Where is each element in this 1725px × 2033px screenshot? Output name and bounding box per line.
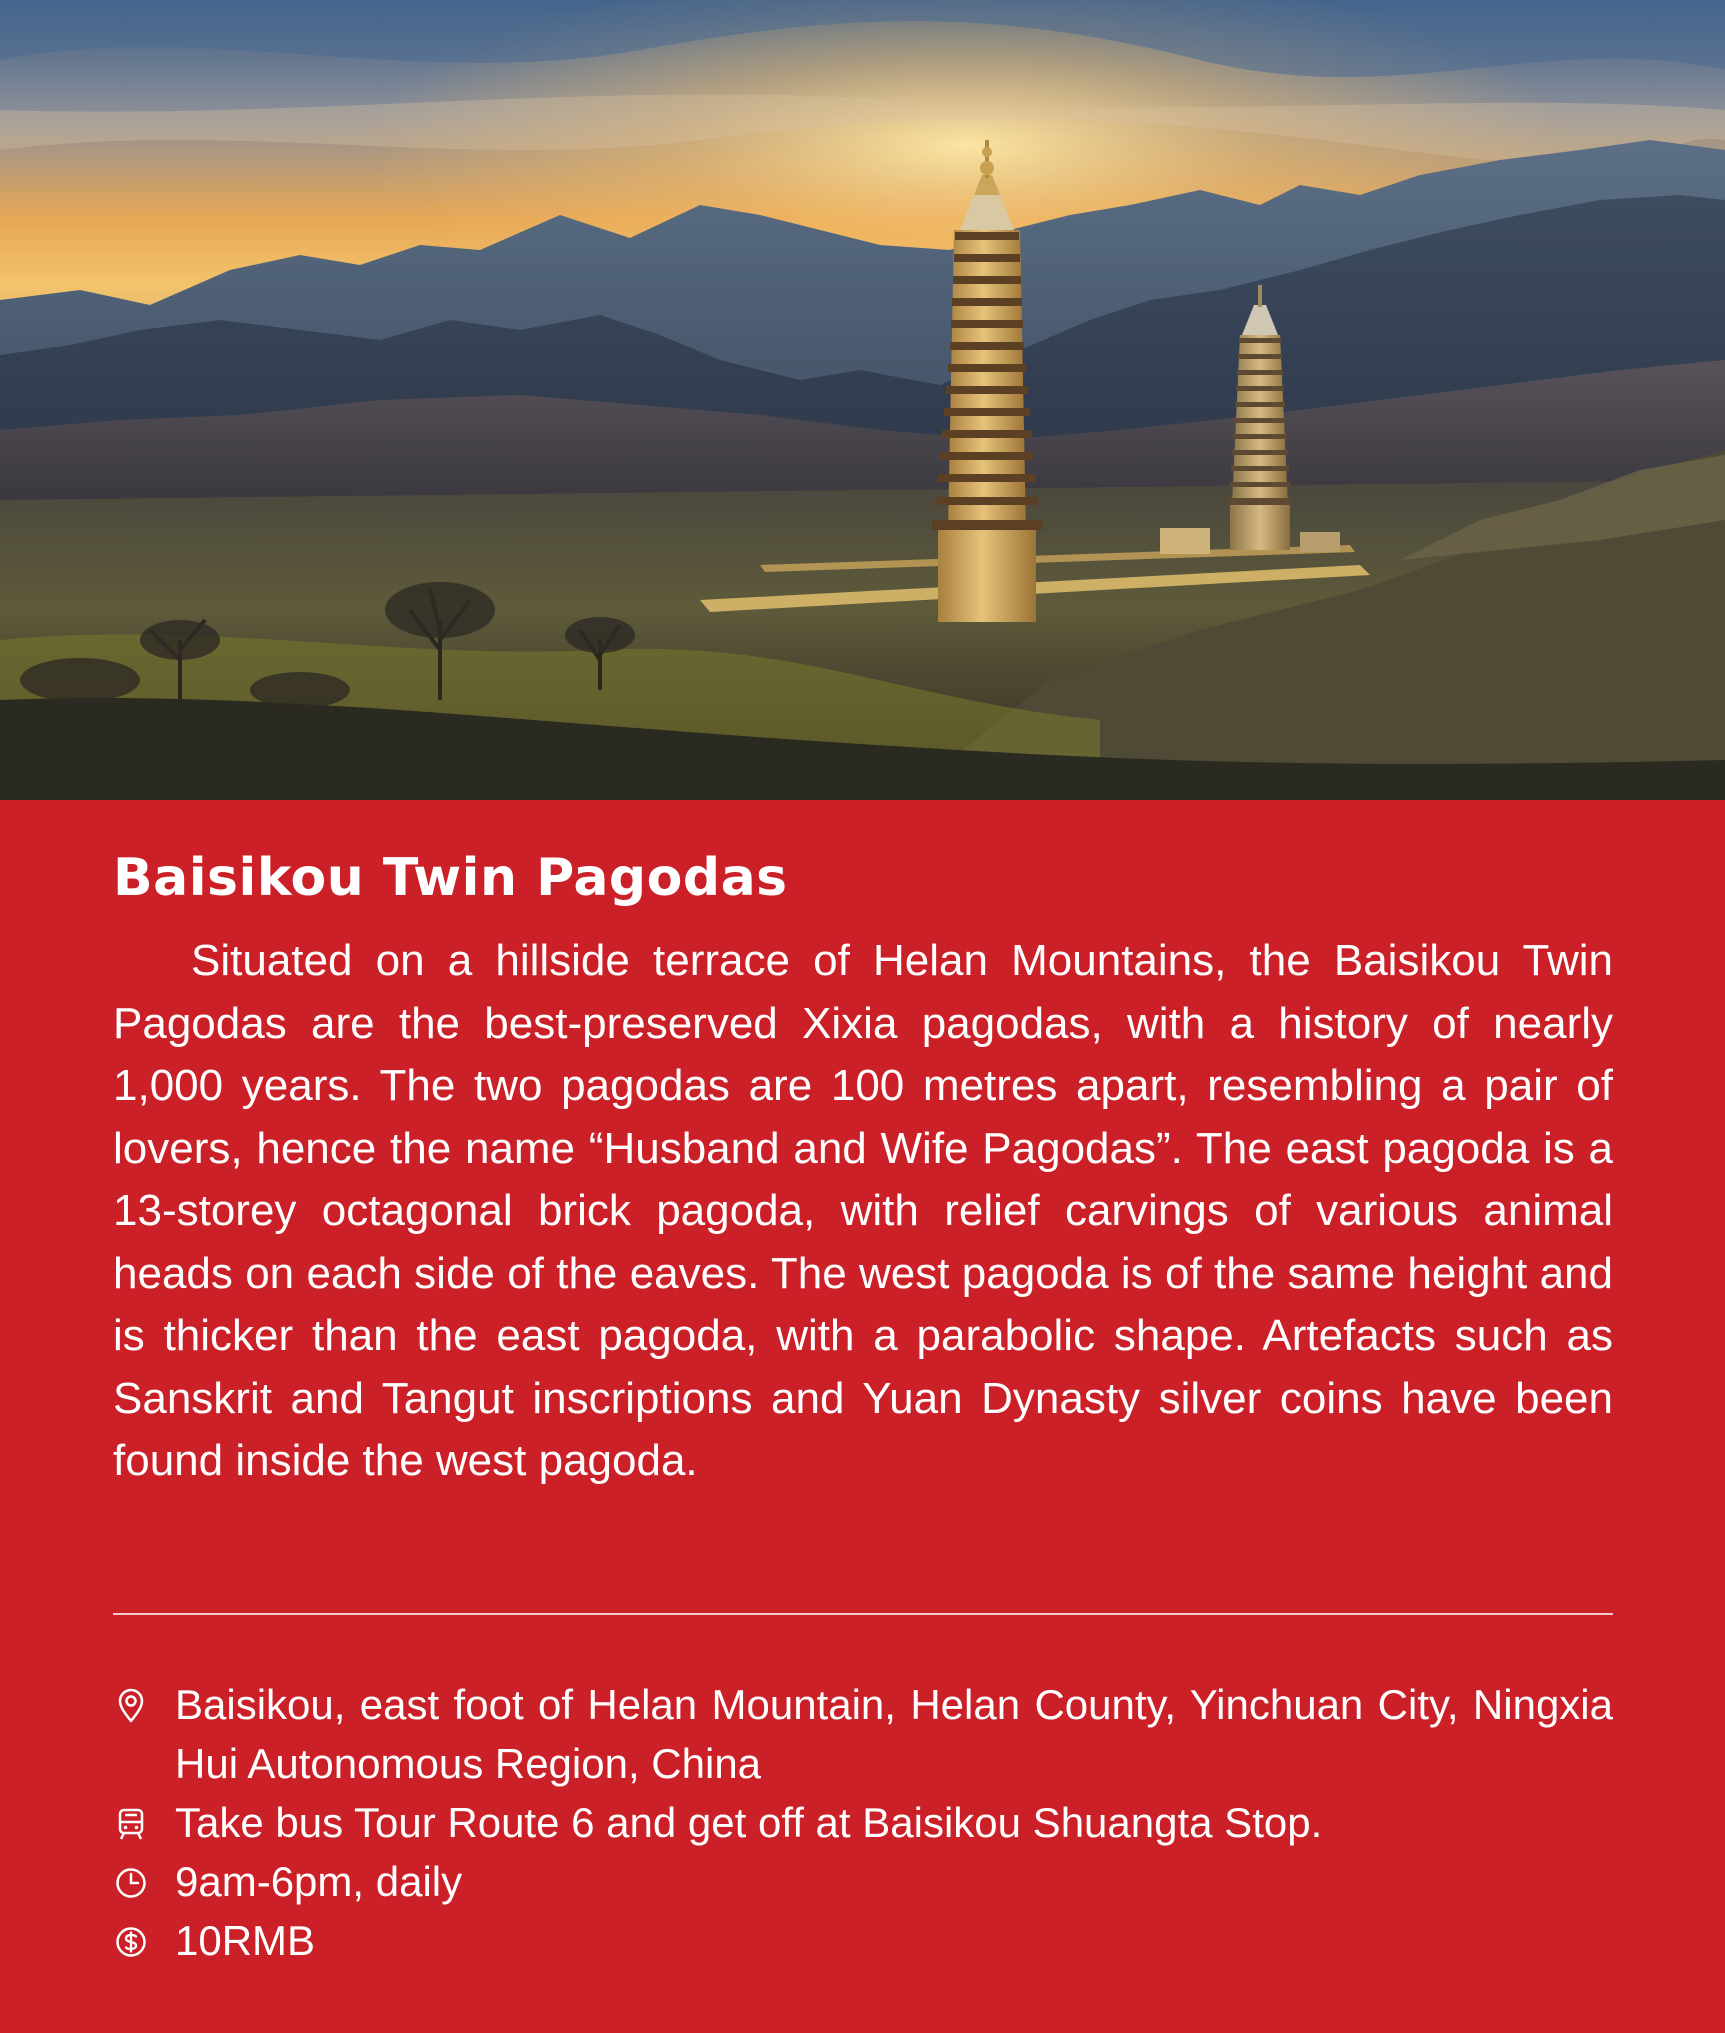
article-body: Situated on a hillside terrace of Helan Mountains, the Baisikou Twin Pagodas are the best-preserved Xixia pagodas, with a history of nearly 1,000 years. The two pagodas are 100 metres apart, resembling a pair of lovers, hence the name “Husband and Wife Pagodas”. The east pagoda is a 13-storey octagonal brick pagoda, with relief carvings of various animal heads on each side of the eaves. The west pagoda is of the same height and is thicker than the east pagoda, with a parabolic shape. Artefacts such as Sanskrit and Tangut inscriptions and Yuan Dynasty silver coins have been found inside the west pagoda. bbox=[113, 936, 1613, 1485]
location-pin-icon bbox=[113, 1688, 149, 1724]
transport-text: Take bus Tour Route 6 and get off at Baisikou Shuangta Stop. bbox=[175, 1799, 1323, 1846]
hero-photo bbox=[0, 0, 1725, 800]
visitor-info-list bbox=[113, 1675, 1613, 1970]
bus-icon bbox=[113, 1806, 149, 1842]
dollar-coin-icon bbox=[113, 1924, 149, 1960]
pagoda-landscape-illustration bbox=[0, 0, 1725, 800]
article-title: Baisikou Twin Pagodas bbox=[113, 848, 788, 908]
info-address bbox=[113, 1675, 1613, 1793]
address-text: Baisikou, east foot of Helan Mountain, Helan County, Yinchuan City, Ningxia Hui Autonomous Region, China bbox=[175, 1681, 1613, 1787]
clock-icon bbox=[113, 1865, 149, 1901]
section-divider bbox=[113, 1613, 1613, 1615]
hours-text: 9am-6pm, daily bbox=[175, 1858, 463, 1905]
price-text: 10RMB bbox=[175, 1917, 316, 1964]
info-hours bbox=[113, 1852, 1613, 1911]
info-transport bbox=[113, 1793, 1613, 1852]
info-price bbox=[113, 1911, 1613, 1970]
content-panel bbox=[0, 800, 1725, 2033]
